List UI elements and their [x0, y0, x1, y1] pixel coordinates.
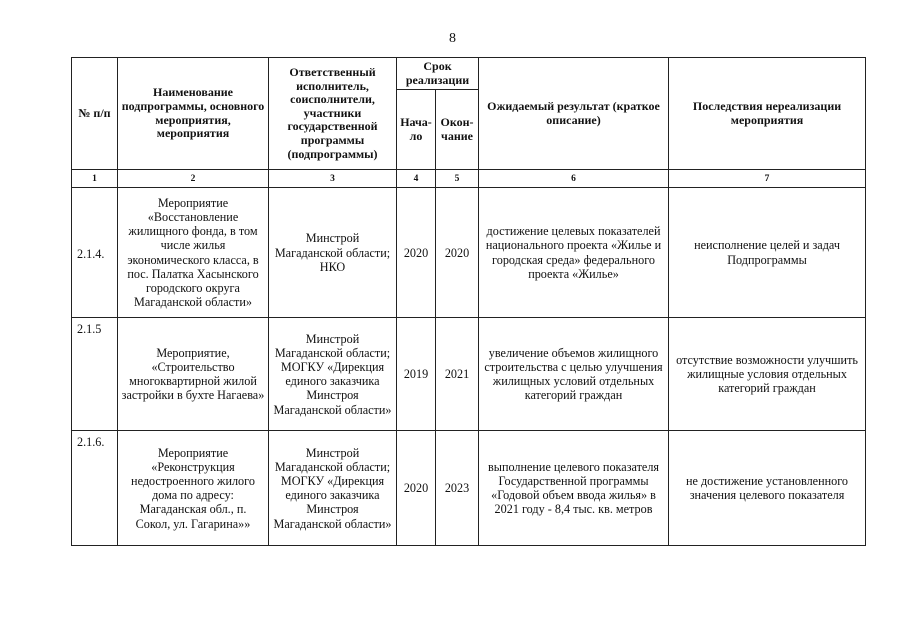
table-row	[72, 431, 866, 546]
row-consequence: отсутствие возможности улучшить жилищные условия отдельных категорий граждан	[669, 318, 866, 431]
column-number: 2	[118, 170, 269, 188]
header-row-1	[72, 58, 866, 90]
row-end: 2021	[436, 318, 479, 431]
column-number: 1	[72, 170, 118, 188]
page-number: 8	[449, 31, 456, 46]
header-col-result: Ожидаемый результат (краткое описание)	[479, 58, 669, 170]
column-number: 6	[479, 170, 669, 188]
table-row	[72, 188, 866, 318]
row-consequence: не достижение установленного значения целевого показателя	[669, 431, 866, 546]
header-col-name: Наименование подпрограммы, основного мероприятия, мероприятия	[118, 58, 269, 170]
header-col-num: № п/п	[72, 58, 118, 170]
row-start: 2020	[397, 188, 436, 318]
row-result: увеличение объемов жилищного строительства с целью улучшения жилищных условий отдельных категорий граждан	[479, 318, 669, 431]
row-consequence: неисполнение целей и задач Подпрограммы	[669, 188, 866, 318]
row-name: Мероприятие, «Строительство многоквартирной жилой застройки в бухте Нагаева»	[118, 318, 269, 431]
column-number: 5	[436, 170, 479, 188]
program-table	[71, 57, 866, 546]
column-number: 7	[669, 170, 866, 188]
row-result: достижение целевых показателей национального проекта «Жилье и городская среда» федерального проекта «Жилье»	[479, 188, 669, 318]
row-code: 2.1.6.	[72, 431, 118, 546]
row-responsible: Минстрой Магаданской области; МОГКУ «Дирекция единого заказчика Минстроя Магаданской области»	[269, 431, 397, 546]
header-col-term: Срок реализации	[397, 58, 479, 90]
row-responsible: Минстрой Магаданской области; НКО	[269, 188, 397, 318]
row-name: Мероприятие «Восстановление жилищного фонда, в том числе жилья экономического класса, в пос. Палатка Хасынского городского округа Магаданской области»	[118, 188, 269, 318]
row-start: 2020	[397, 431, 436, 546]
row-code: 2.1.4.	[72, 188, 118, 318]
row-start: 2019	[397, 318, 436, 431]
column-number-row	[72, 170, 866, 188]
row-responsible: Минстрой Магаданской области; МОГКУ «Дирекция единого заказчика Минстроя Магаданской области»	[269, 318, 397, 431]
row-result: выполнение целевого показателя Государственной программы «Годовой объем ввода жилья» в 2021 году - 8,4 тыс. кв. метров	[479, 431, 669, 546]
header-col-responsible: Ответственный исполнитель, соисполнители, участники государственной программы (подпрограммы)	[269, 58, 397, 170]
header-col-end: Окон-чание	[436, 90, 479, 170]
row-name: Мероприятие «Реконструкция недостроенного жилого дома по адресу: Магаданская обл., п. Сокол, ул. Гагарина»»	[118, 431, 269, 546]
column-number: 4	[397, 170, 436, 188]
header-col-consequence: Последствия нереализации мероприятия	[669, 58, 866, 170]
row-end: 2023	[436, 431, 479, 546]
row-end: 2020	[436, 188, 479, 318]
table-row	[72, 318, 866, 431]
column-number: 3	[269, 170, 397, 188]
header-col-start: Нача-ло	[397, 90, 436, 170]
row-code: 2.1.5	[72, 318, 118, 431]
